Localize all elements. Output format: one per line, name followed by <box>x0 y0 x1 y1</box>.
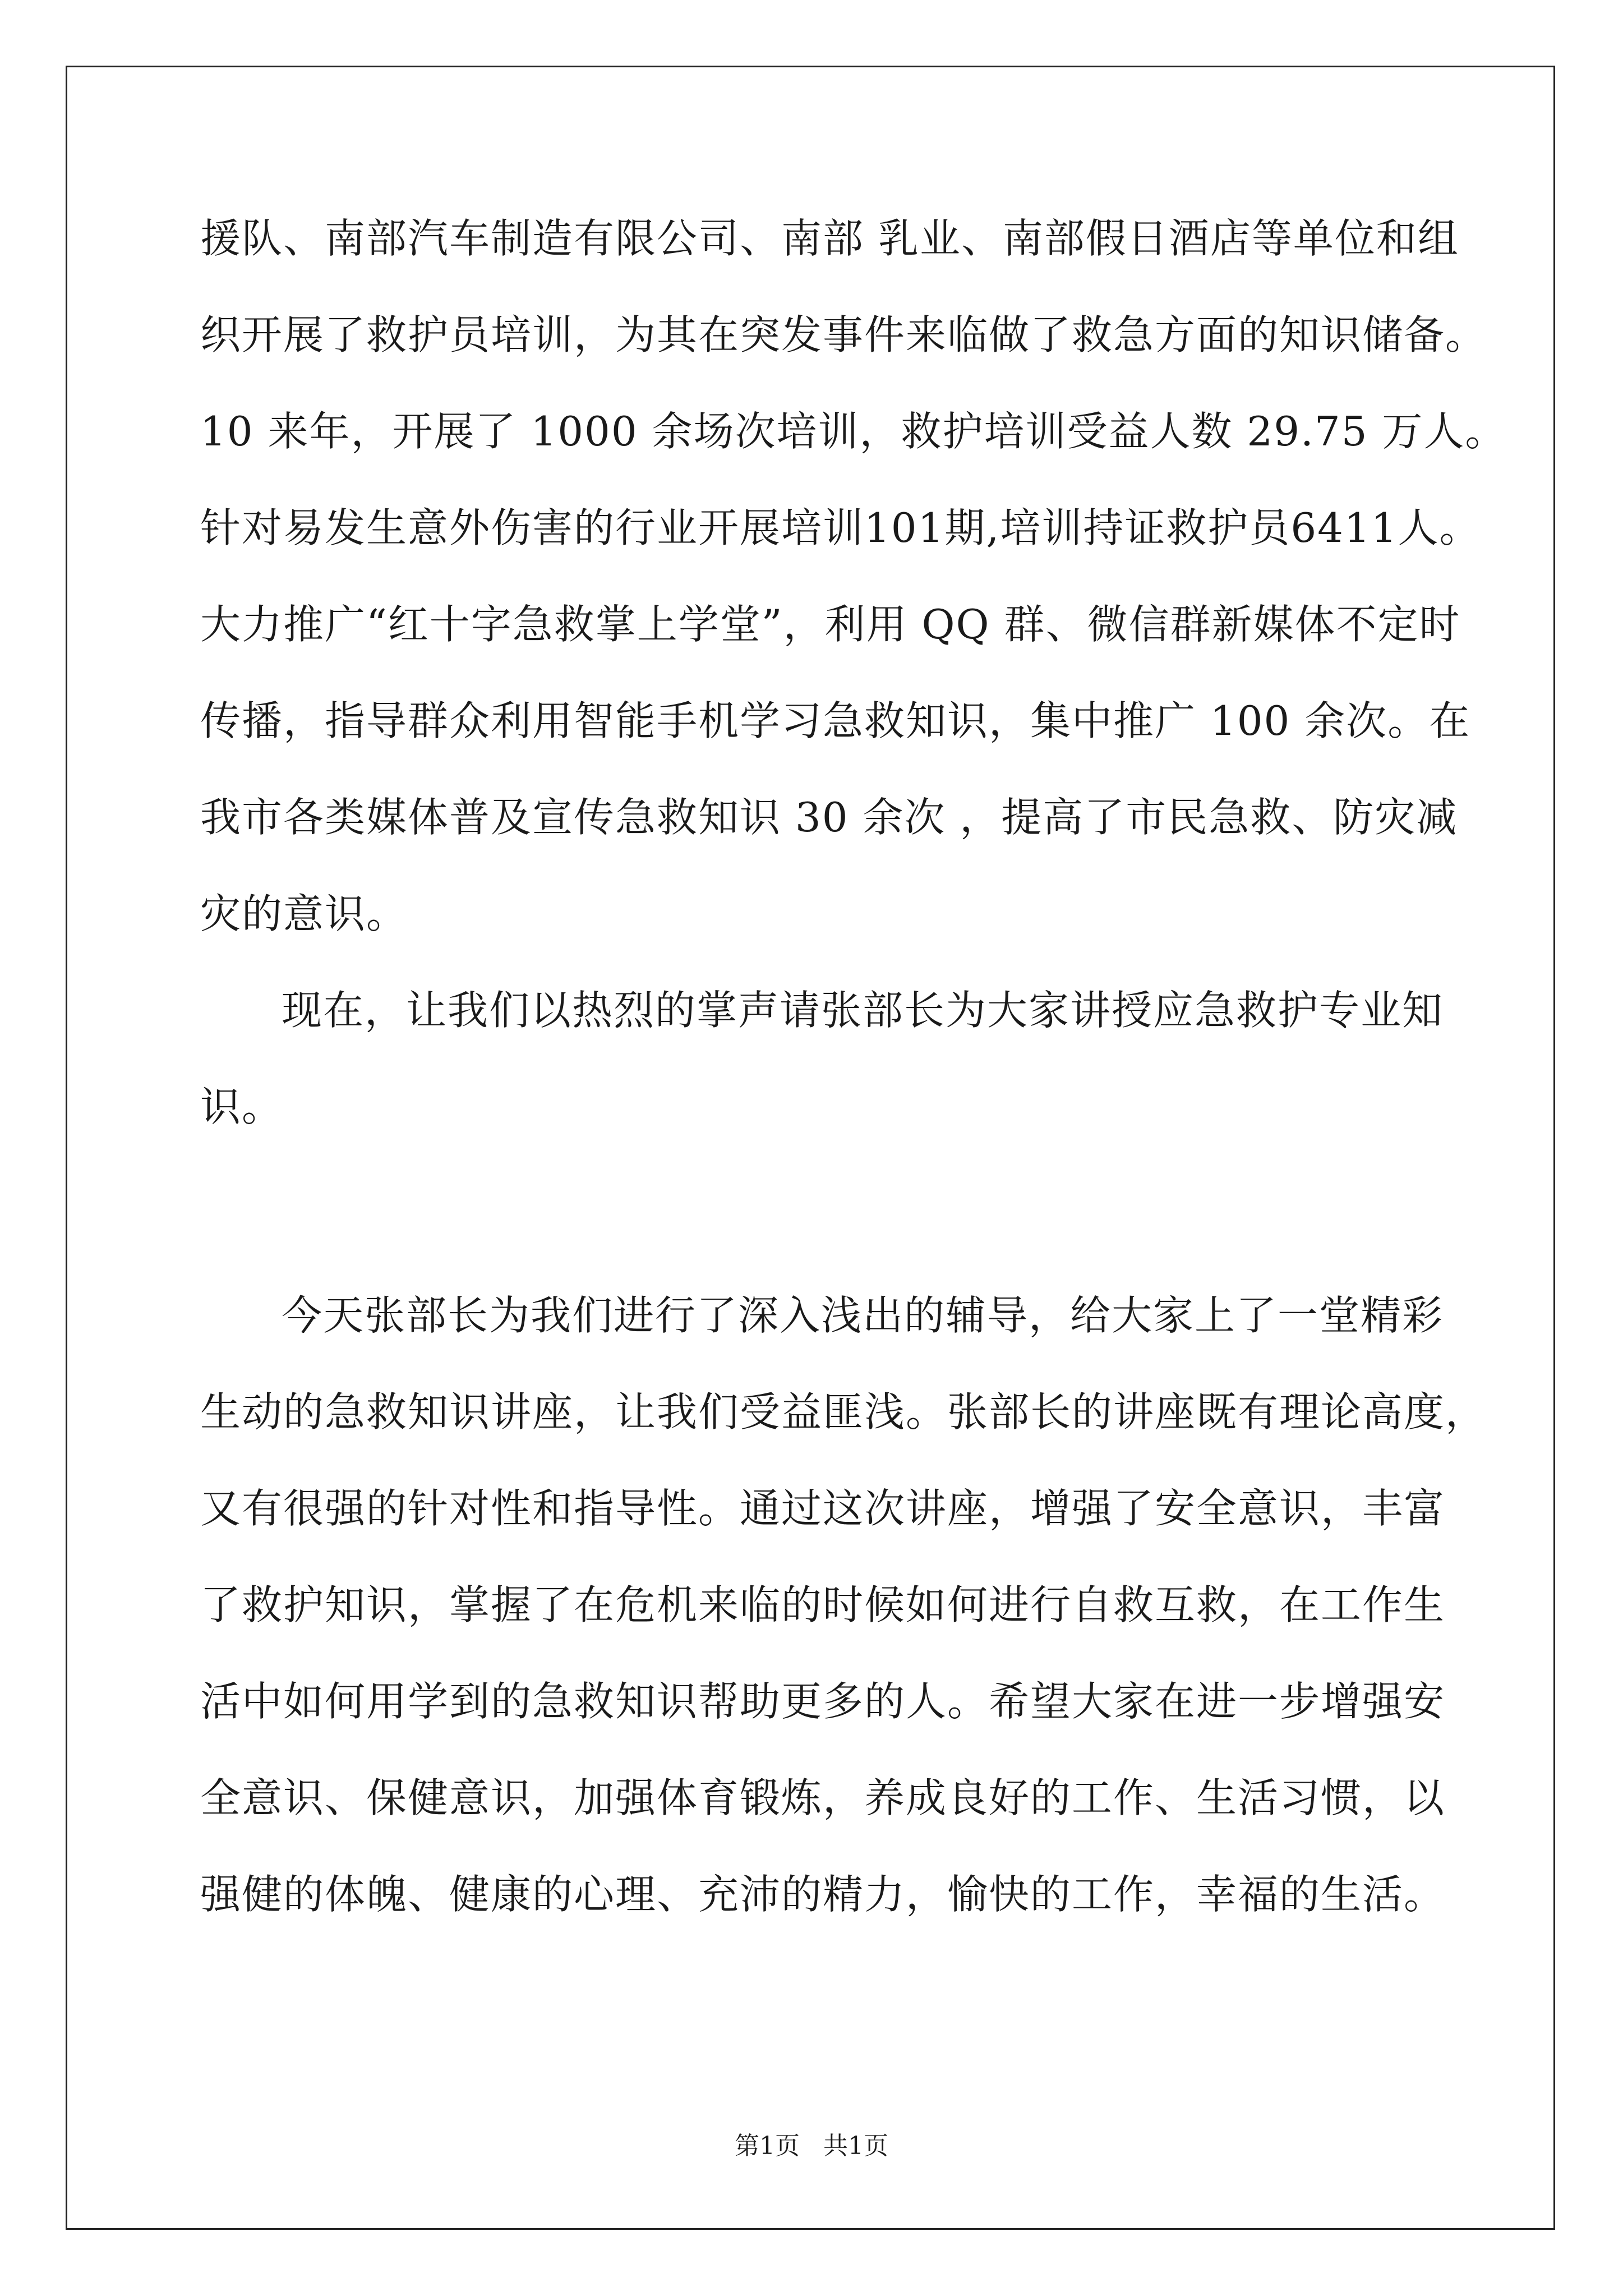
text-line: 针对易发生意外伤害的行业开展培训101期,培训持证救护员6411人。 <box>200 504 1481 551</box>
text-line: 织开展了救护员培训，为其在突发事件来临做了救急方面的知识储备。 <box>200 311 1487 358</box>
text-line: 我市各类媒体普及宣传急救知识 30 余次 ，提高了市民急救、防灾减 <box>200 794 1458 841</box>
text-line: 现在，让我们以热烈的掌声请张部长为大家讲授应急救护专业知 <box>282 987 1444 1034</box>
text-line: 传播，指导群众利用智能手机学习急救知识，集中推广 100 余次。在 <box>200 697 1471 744</box>
text-line: 援队、南部汽车制造有限公司、南部 乳业、南部假日酒店等单位和组 <box>200 215 1459 262</box>
text-line: 生动的急救知识讲座，让我们受益匪浅。张部长的讲座既有理论高度， <box>200 1388 1487 1435</box>
text-line: 又有很强的针对性和指导性。通过这次讲座，增强了安全意识，丰富 <box>200 1485 1446 1532</box>
text-line: 活中如何用学到的急救知识帮助更多的人。希望大家在进一步增强安 <box>200 1678 1446 1725</box>
text-line: 全意识、保健意识，加强体育锻炼，养成良好的工作、生活习惯，以 <box>200 1774 1446 1821</box>
text-line: 今天张部长为我们进行了深入浅出的辅导，给大家上了一堂精彩 <box>282 1292 1444 1339</box>
text-line: 强健的体魄、健康的心理、充沛的精力，愉快的工作，幸福的生活。 <box>200 1871 1446 1918</box>
text-line: 灾的意识。 <box>200 890 408 937</box>
text-line: 识。 <box>200 1083 284 1130</box>
text-line: 大力推广“红十字急救掌上学堂”，利用 QQ 群、微信群新媒体不定时 <box>200 601 1461 648</box>
text-line: 了救护知识，掌握了在危机来临的时候如何进行自救互救，在工作生 <box>200 1581 1446 1628</box>
page-footer: 第1页 共1页 <box>735 2132 888 2160</box>
text-line: 10 来年，开展了 1000 余场次培训，救护培训受益人数 29.75 万人。 <box>200 408 1507 455</box>
